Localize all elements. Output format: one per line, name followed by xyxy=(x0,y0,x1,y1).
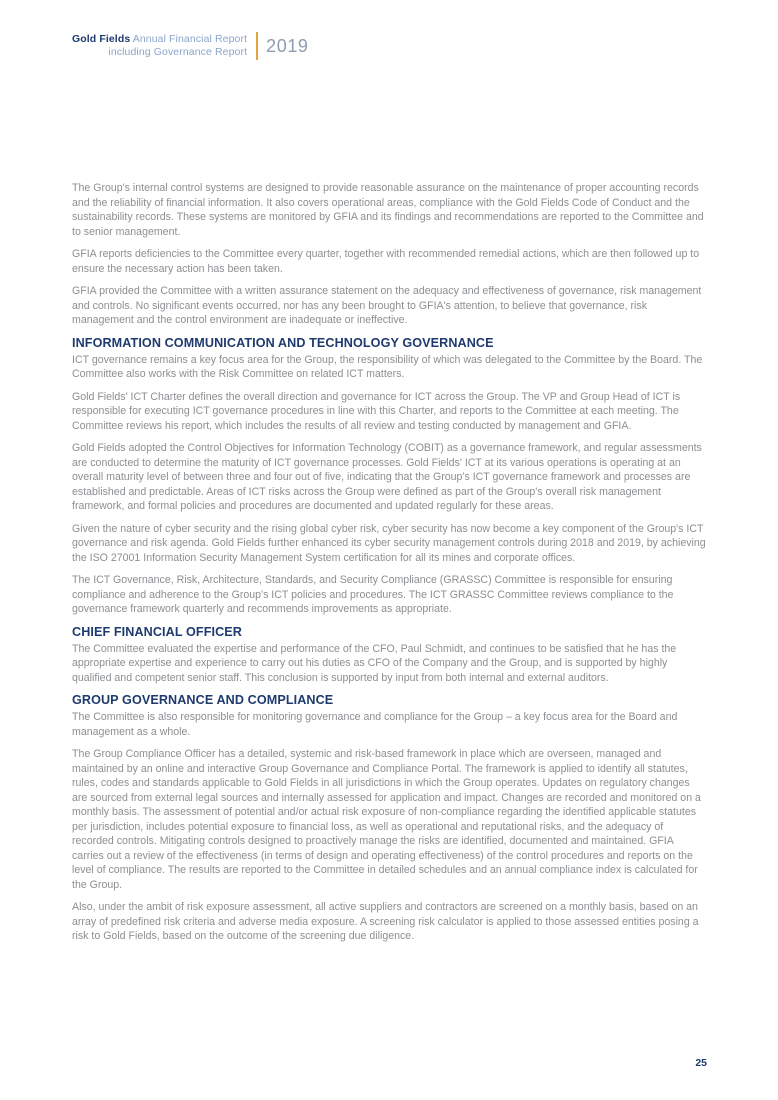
brand-line-1 xyxy=(72,33,247,46)
heading-cfo: CHIEF FINANCIAL OFFICER xyxy=(72,624,242,639)
report-year: 2019 xyxy=(266,36,309,56)
paragraph-supplier-screening: Also, under the ambit of risk exposure assessment, all active suppliers and contractors are screened on a monthly basis, based on an array of predefined risk criteria and adverse media exposure. A screening risk calculator is applied to those assessed entities posing a risk to Gold Fields, based on the outcome of the screening due diligence. xyxy=(72,901,699,942)
paragraph-governance-monitoring: The Committee is also responsible for monitoring governance and compliance for the Group – a key focus area for the Board and management as a whole. xyxy=(72,711,678,738)
paragraph-grassc: The ICT Governance, Risk, Architecture, Standards, and Security Compliance (GRASSC) Committee is responsible for ensuring compliance and adherence to the Group's ICT policies and procedures. The ICT GRASSC Committee reviews compliance to the governance framework quarterly and recommends improvements as appropriate. xyxy=(72,574,674,615)
document-body xyxy=(72,181,707,952)
paragraph-cfo-evaluation: The Committee evaluated the expertise and performance of the CFO, Paul Schmidt, and continues to be satisfied that he has the appropriate expertise and experience to carry out his duties as CFO of the Company and the Group, and is supported by highly qualified and competent senior staff. This conclusion is supported by input from both internal and external auditors. xyxy=(72,642,677,684)
paragraph-gfia-deficiencies: GFIA reports deficiencies to the Committee every quarter, together with recommended remedial actions, which are then followed up to ensure the necessary action has been taken. xyxy=(72,248,700,275)
paragraph-ict-charter: Gold Fields' ICT Charter defines the overall direction and governance for ICT across the Group. The VP and Group Head of ICT is responsible for executing ICT governance procedures in line with this Charter, and reports to the Committee at each meeting. The Committee reviews his report, which includes the results of all review and testing conducted by management and GFIA. xyxy=(72,390,681,432)
heading-ict-governance: INFORMATION COMMUNICATION AND TECHNOLOGY GOVERNANCE xyxy=(72,335,494,350)
heading-group-governance: GROUP GOVERNANCE AND COMPLIANCE xyxy=(72,693,334,707)
page-header xyxy=(72,32,309,60)
brand-lockup xyxy=(72,33,247,59)
header-gold-divider xyxy=(256,32,258,60)
paragraph-cobit: Gold Fields adopted the Control Objectives for Information Technology (COBIT) as a governance framework, and regular assessments are conducted to determine the maturity of ICT governance processes. Gold Fields' ICT at its various operations is operating at an overall maturity level of between three and four out of five, indicating that the Group's ICT governance framework and processes are established and predictable. Areas of ICT risks across the Group were defined as part of the Group's overall risk management framework, and formal policies and procedures are documented and updated regularly for these areas. xyxy=(72,442,702,512)
brand-name: Gold Fields xyxy=(72,33,131,45)
page-number: 25 xyxy=(695,1057,707,1069)
paragraph-gfia-assurance: GFIA provided the Committee with a written assurance statement on the adequacy and effectiveness of governance, risk management and controls. No significant events occurred, nor has any been brought to GFIA's attention, to believe that governance, risk management and the control environment are inadequate or ineffective. xyxy=(72,285,702,326)
paragraph-compliance-framework: The Group Compliance Officer has a detailed, systemic and risk-based framework in place which are overseen, managed and maintained by an online and interactive Group Governance and Compliance Portal. The framework is applied to identify all statutes, rules, codes and standards applicable to Gold Fields in all jurisdictions in which the Group operates. Updates on regulatory changes are sourced from external legal sources and internally assessed for application and impact. Changes are recorded and monitored on a monthly basis. The assessment of potential and/or actual risk exposure of non-compliance regarding the identified applicable statutes per jurisdiction, includes potential exposure to financial loss, as well as operational and reputational risks, and the adequacy of recorded controls. Mitigating controls designed to proactively manage the risks are identified, documented and maintained. GFIA carries out a review of the effectiveness (in terms of design and operating effectiveness) of the control procedures and reports on the level of compliance. The results are reported to the Committee in detailed schedules and an annual compliance index is calculated for the Group. xyxy=(72,748,701,891)
paragraph-internal-controls: The Group's internal control systems are designed to provide reasonable assurance on the maintenance of proper accounting records and the reliability of financial information. It also covers operational areas, compliance with the Gold Fields Code of Conduct and the sustainability records. These systems are monitored by GFIA and its findings and recommendations are reported to the Committee and to senior management. xyxy=(72,182,704,238)
report-title: Annual Financial Report xyxy=(130,33,248,45)
report-subtitle: including Governance Report xyxy=(108,46,248,58)
paragraph-ict-focus: ICT governance remains a key focus area for the Group, the responsibility of which was delegated to the Committee by the Board. The Committee also works with the Risk Committee on related ICT matters. xyxy=(72,353,703,380)
paragraph-cyber-security: Given the nature of cyber security and the rising global cyber risk, cyber security has now become a key component of the Group's ICT governance and risk agenda. Gold Fields further enhanced its cyber security management controls during 2018 and 2019, by achieving the ISO 27001 Information Security Management System certification for all its mines and corporate offices. xyxy=(72,522,706,564)
